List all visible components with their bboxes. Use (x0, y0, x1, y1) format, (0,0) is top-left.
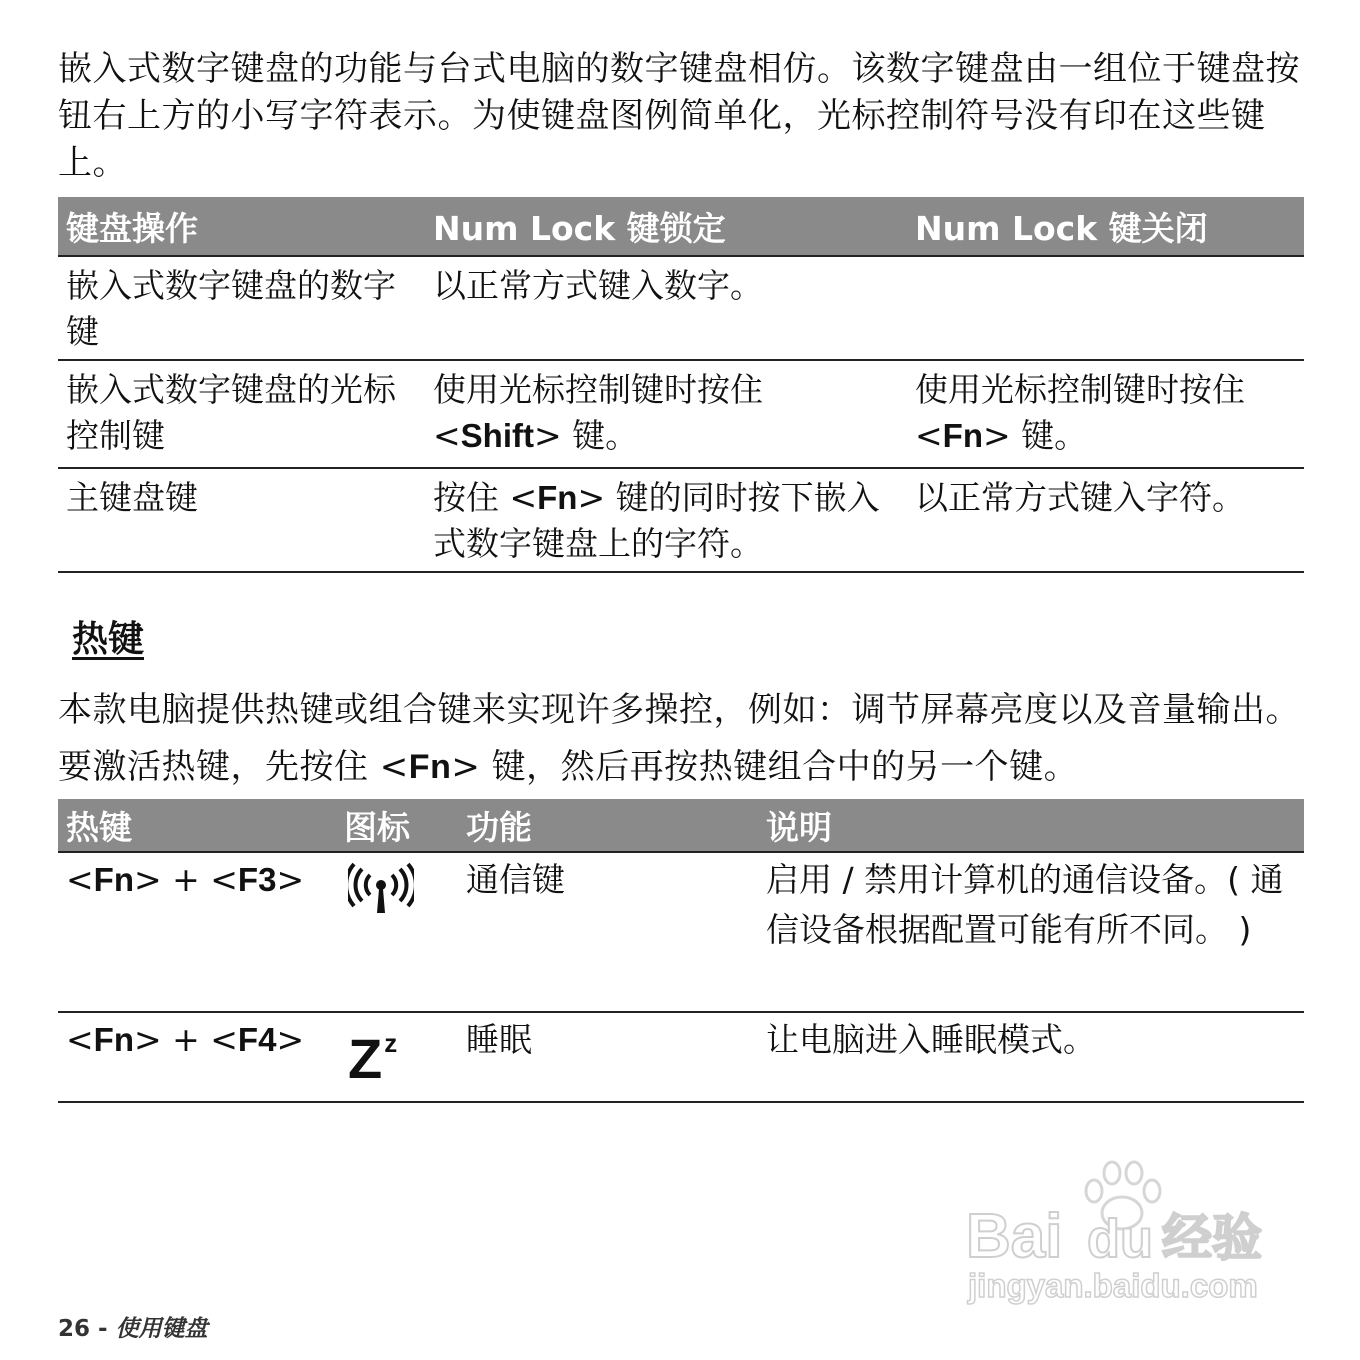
header-hotkey: 热键 (58, 799, 336, 852)
page-number: 26 - (58, 1316, 116, 1342)
sleep-icon-big-z: Z (348, 1027, 383, 1090)
intro-paragraph: 嵌入式数字键盘的功能与台式电脑的数字键盘相仿。该数字键盘由一组位于键盘按钮右上方的小写字符表示。为使键盘图例简单化，光标控制符号没有印在这些键上。 (58, 49, 1300, 183)
cell-numlock-off: 以正常方式键入字符。 (907, 468, 1304, 572)
table-row (58, 256, 1304, 360)
numpad-table-header (58, 197, 1304, 256)
text: > 键。 (982, 416, 1088, 455)
text: 按住 < (433, 478, 538, 517)
footer-section: 使用键盘 (115, 1316, 208, 1342)
key-name: Fn (537, 479, 578, 516)
page-content (58, 46, 1304, 1103)
cell-icon (336, 852, 458, 1012)
page-footer (58, 1310, 208, 1343)
sleep-icon-small-z: z (384, 1028, 398, 1058)
cell-numlock-off (907, 256, 1304, 360)
cell-numlock-off (907, 360, 1304, 468)
cell-numlock-on (425, 360, 907, 468)
table-row (58, 360, 1304, 468)
header-description: 说明 (758, 799, 1304, 852)
text: 使用光标控制键时按住 < (433, 370, 763, 455)
hotkeys-activate-paragraph (58, 744, 1304, 791)
key-name: Fn (942, 417, 983, 454)
table-row (58, 1012, 1304, 1102)
numpad-table (58, 197, 1304, 573)
cell-function: 通信键 (458, 852, 758, 1012)
watermark-brand2: du (1087, 1209, 1153, 1269)
baidu-watermark (962, 1155, 1282, 1315)
key-name: Shift (460, 417, 534, 454)
header-icon: 图标 (336, 799, 458, 852)
key-name: F3 (237, 861, 277, 898)
text: > 键的同时按下嵌入式数字键盘上的字符。 (433, 478, 880, 563)
table-row (58, 468, 1304, 572)
text: 使用光标控制键时按住 < (915, 370, 1245, 455)
header-function: 功能 (458, 799, 758, 852)
text: > 键。 (533, 416, 639, 455)
cell-description: 让电脑进入睡眠模式。 (758, 1012, 1304, 1102)
cell-icon (336, 1012, 458, 1102)
cell-hotkey: <Fn> + <F3> (58, 852, 336, 1012)
watermark-jingyan: 经验 (1162, 1209, 1262, 1267)
watermark-brand: Bai (966, 1202, 1063, 1271)
cell-hotkey: <Fn> + <F4> (58, 1012, 336, 1102)
key-name: Fn (93, 861, 134, 898)
cell-description: 启用 / 禁用计算机的通信设备。( 通信设备根据配置可能有所不同。 ) (758, 852, 1304, 1012)
text: 要激活热键，先按住 < (58, 747, 409, 787)
hotkeys-table (58, 799, 1304, 1103)
cell-operation: 主键盘键 (58, 468, 425, 572)
key-name: F4 (237, 1021, 277, 1058)
text: > 键，然后再按热键组合中的另一个键。 (451, 747, 1079, 787)
cell-operation: 嵌入式数字键盘的光标控制键 (58, 360, 425, 468)
hotkeys-paragraph: 本款电脑提供热键或组合键来实现许多操控，例如：调节屏幕亮度以及音量输出。 (58, 690, 1300, 730)
sleep-icon (348, 1027, 397, 1090)
section-title: 热键 (72, 619, 145, 660)
header-operation: 键盘操作 (58, 197, 425, 256)
cell-numlock-on (425, 468, 907, 572)
wireless-icon (348, 886, 414, 925)
key-name: Fn (93, 1021, 134, 1058)
cell-operation: 嵌入式数字键盘的数字键 (58, 256, 425, 360)
cell-numlock-on: 以正常方式键入数字。 (425, 256, 907, 360)
header-numlock-off: Num Lock 键关闭 (907, 197, 1304, 256)
header-numlock-on: Num Lock 键锁定 (425, 197, 907, 256)
hotkeys-table-header (58, 799, 1304, 852)
table-row (58, 852, 1304, 1012)
key-name: Fn (408, 748, 452, 786)
watermark-url: jingyan.baidu.com (968, 1267, 1258, 1304)
cell-function: 睡眠 (458, 1012, 758, 1102)
